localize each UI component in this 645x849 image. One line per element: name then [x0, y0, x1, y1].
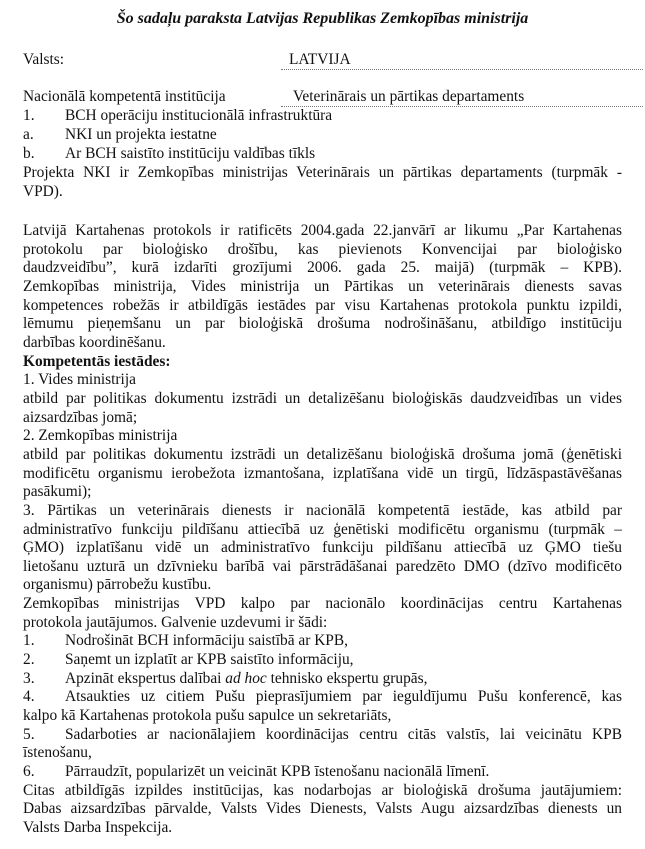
closing-line: Valsts Darba Inspekcija. [23, 819, 173, 836]
institution-label: Nacionālā kompetentā institūcija [23, 88, 226, 105]
para-line: protokolu par bioloģisko drošību, kas pievienots Konvencijai par bioloģisko [23, 240, 622, 258]
para-line: daudzveidību”, kurā izdarīti grozījumi 2006. gada 25. maijā) (turpmāk – KPB). [23, 259, 622, 277]
task-item: 6. Pārraudzīt, popularizēt un veicināt KPB īstenošanu nacionālā līmenī. [23, 763, 490, 781]
task-item: 1. Nodrošināt BCH informāciju saistībā ar KPB, [23, 632, 348, 650]
task-item: 5. Sadarboties ar nacionālajiem koordinācijas centru citās valstīs, lai veicinātu KPB [23, 725, 622, 743]
institution-row [23, 87, 643, 107]
outline-item: 1. BCH operāciju institucionālā infrastruktūra [23, 107, 333, 124]
task-item: 4. Atsaukties uz citiem Pušu pieprasījumiem par ieguldījumu Pušu konferencē, kas [23, 688, 622, 706]
task-item: 2. Saņemt un izplatīt ar KPB saistīto informāciju, [23, 651, 354, 669]
country-row [23, 50, 643, 70]
authority-line: atbild par politikas dokumentu izstrādi un detalizēšanu bioloģiskās daudzveidības un vides [23, 389, 622, 407]
para-line: Zemkopības ministrija, Vides ministrija un Pārtikas un veterinārais dienests savas [23, 277, 622, 295]
country-label: Valsts: [23, 51, 65, 68]
task-continuation: īstenošanu, [23, 744, 92, 762]
para-line: lēmumu pieņemšanu un par bioloģiskā drošuma nodrošināšanu, atbildīgo institūciju [23, 315, 622, 333]
main-body [23, 222, 622, 838]
task-continuation: kalpo kā Kartahenas protokola pušu sapulce un sekretariāts, [23, 707, 392, 725]
intro-line: VPD). [23, 183, 63, 200]
institution-value: Veterinārais un pārtikas departaments [281, 87, 643, 107]
authority-line: aizsardzības jomā; [23, 408, 138, 426]
authority-line: 3. Pārtikas un veterinārais dienests ir nacionālā kompetentā iestāde, kas atbild par [23, 501, 622, 519]
outline-item: b. Ar BCH saistīto institūciju valdības tīkls [23, 145, 316, 162]
authority-name: 2. Zemkopības ministrija [23, 427, 178, 445]
authority-line: modificētu organismu ierobežota izmantošana, izplatīšana vidē un tirgū, līdzāspastāvēšanas [23, 464, 622, 482]
intro-line: Projekta NKI ir Zemkopības ministrijas Veterinārais un pārtikas departaments (turpmāk - [23, 164, 622, 181]
task-item: 3. Apzināt ekspertus dalībai ad hoc tehnisko ekspertu grupās, [23, 669, 428, 687]
outline-item: a. NKI un projekta iestatne [23, 126, 217, 143]
authority-line: pasākumi); [23, 483, 92, 501]
vpd-line: protokola jautājumos. Galvenie uzdevumi ir šādi: [23, 613, 328, 631]
closing-line: Dabas aizsardzības pārvalde, Valsts Vides Dienests, Valsts Augu aizsardzības dienests un [23, 800, 622, 818]
authority-line: atbild par politikas dokumentu izstrādi un detalizēšanu bioloģiskā drošuma jomā (ģenētiski [23, 445, 622, 463]
outline-section [23, 106, 622, 201]
vpd-line: Zemkopības ministrijas VPD kalpo par nacionālo koordinācijas centru Kartahenas [23, 595, 622, 613]
section-title: Šo sadaļu paraksta Latvijas Republikas Zemkopības ministrija [116, 10, 529, 27]
authority-name: 1. Vides ministrija [23, 371, 136, 389]
country-value: LATVIJA [281, 50, 643, 70]
authority-line: lietošanu uzturā un dzīvnieku barībā vai pārstrādāšanai paredzēto DMO (dzīvo modificēto [23, 557, 622, 575]
para-line: kompetences robežās ir atbildīgās iestādes par visu Kartahenas protokola punktu izpildi, [23, 296, 622, 314]
authority-line: ĢMO) izplatīšanu vidē un administratīvo funkciju pildīšanu attiecībā uz ĢMO tiešu [23, 539, 622, 557]
authority-line: administratīvo funkciju pildīšanu attiecībā uz ģenētiski modificētu organismu (turpmāk – [23, 520, 622, 538]
authorities-heading: Kompetentās iestādes: [23, 352, 171, 370]
para-line: darbības koordinēšanu. [23, 333, 166, 351]
para-line: Latvijā Kartahenas protokols ir ratificēts 2004.gada 22.janvārī ar likumu „Par Kartahenas [23, 222, 622, 239]
closing-line: Citas atbildīgās izpildes institūcijas, kas nodarbojas ar bioloģiskā drošuma jautājumiem: [23, 781, 622, 799]
authority-line: organismu) pārrobežu kustību. [23, 576, 212, 594]
